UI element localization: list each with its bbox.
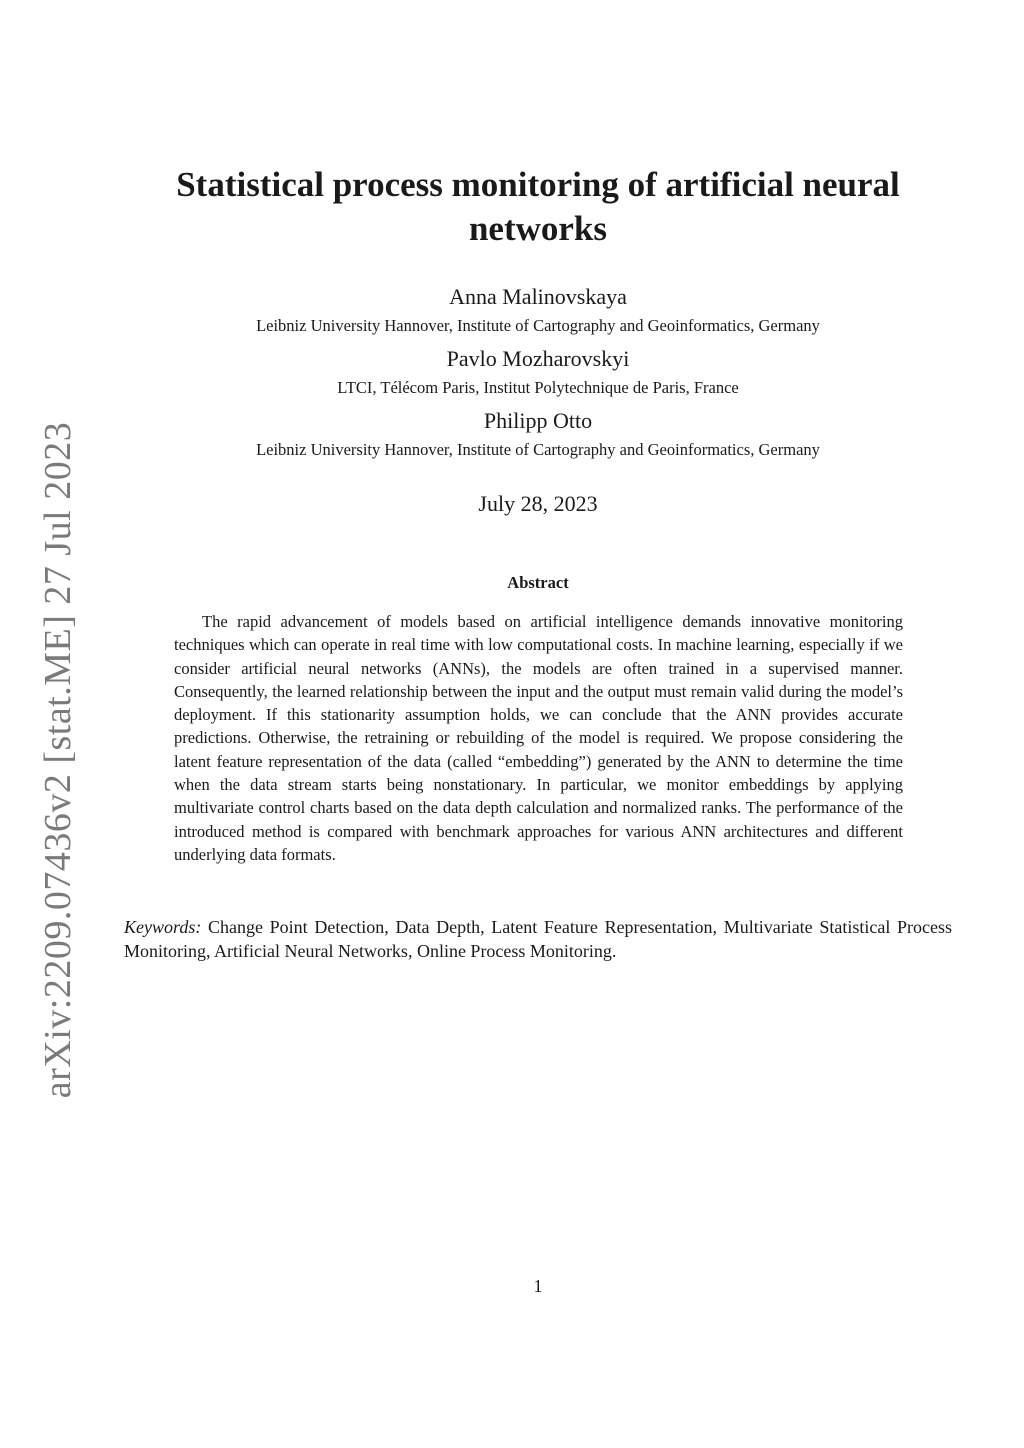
- author-affiliation: Leibniz University Hannover, Institute of Cartography and Geoinformatics, Germany: [256, 440, 820, 459]
- author-1: [130, 283, 946, 337]
- publication-date: July 28, 2023: [478, 491, 598, 516]
- author-3: [130, 407, 946, 461]
- keywords-label: Keywords:: [124, 917, 202, 937]
- arxiv-identifier-stamp: arXiv:2209.07436v2 [stat.ME] 27 Jul 2023: [37, 421, 79, 1099]
- author-name: Philipp Otto: [483, 408, 593, 433]
- page-number: 1: [533, 1276, 543, 1296]
- author-affiliation: LTCI, Télécom Paris, Institut Polytechnique de Paris, France: [337, 378, 739, 397]
- author-2: [130, 345, 946, 399]
- abstract-heading: Abstract: [507, 573, 569, 592]
- keywords-section: [124, 915, 952, 963]
- author-name: Pavlo Mozharovskyi: [446, 346, 630, 371]
- author-name: Anna Malinovskaya: [449, 284, 627, 309]
- paper-title: Statistical process monitoring of artificial neural networks: [176, 165, 900, 248]
- keywords-text: Change Point Detection, Data Depth, Latent Feature Representation, Multivariate Statistical Process Monitoring, Artificial Neural Networks, Online Process Monitoring.: [124, 917, 952, 961]
- author-affiliation: Leibniz University Hannover, Institute of Cartography and Geoinformatics, Germany: [256, 316, 820, 335]
- abstract-text: The rapid advancement of models based on artificial intelligence demands innovative monitoring techniques which can operate in real time with low computational costs. In machine learning, especially if we consider artificial neural networks (ANNs), the models are often trained in a supervised manner. Consequently, the learned relationship between the input and the output must remain valid during the model’s deployment. If this stationarity assumption holds, we can conclude that the ANN provides accurate predictions. Otherwise, the retraining or rebuilding of the model is required. We propose considering the latent feature representation of the data (called “embedding”) generated by the ANN to determine the time when the data stream starts being nonstationary. In particular, we monitor embeddings by applying multivariate control charts based on the data depth calculation and normalized ranks. The performance of the introduced method is compared with benchmark approaches for various ANN architectures and different underlying data formats.: [174, 612, 903, 864]
